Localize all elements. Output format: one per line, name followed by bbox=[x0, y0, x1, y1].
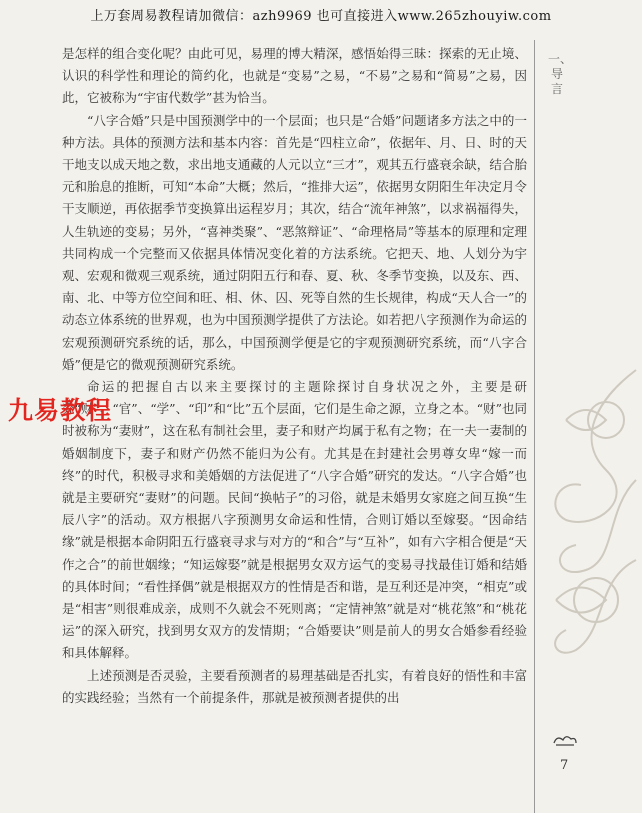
watermark-logo: 九易教程 bbox=[8, 396, 113, 425]
paragraph: 上述预测是否灵验，主要看预测者的易理基础是否扎实，有着良好的悟性和丰富的实践经验；当然有一个前提条件，那就是被预测者提供的出 bbox=[62, 667, 527, 705]
paragraph: 命运的把握自古以来主要探讨的主题除探讨自身状况之外，主要是研究“财”、“官”、“学”、“印”和“比”五个层面，它们是生命之源，立身之本。“财”也同时被称为“妻财”，这在私有制社会里，妻子和财产均属于私有之物；在一夫一妻制的婚姻制度下，妻子和财产仍然不能归为公有。尤其是在封建社会男尊女卑“嫁一而终”的时代，积极寻求和美婚姻的方法促进了“八字合婚”研究的发达。“八字合婚”也就是主要研究“妻财”的问题。民间“换帖子”的习俗，就是未婚男女家庭之间互换“生辰八字”的活动。双方根据八字预测男女命运和性情，合则订婚以至嫁娶。“因命结缘”就是根据本命阴阳五行盛衰寻求与对方的“和合”与“互补”，如有六字相合便是“天作之合”的前世姻缘；“知运嫁娶”就是根据男女双方运气的变易寻找最佳订婚和结婚的具体时间；“看性择偶”就是根据双方的性情是否和谐，是互利还是冲突，“相克”或是“相害”则很难成亲，成则不久就会不死则离；“定情神煞”就是对“桃花煞”和“桃花运”的深入研究，找到男女双方的发情期；“合婚要诀”则是前人的男女合婚参看经验和具体解释。 bbox=[62, 379, 527, 661]
paragraph: “八字合婚”只是中国预测学中的一个层面；也只是“合婚”问题诸多方法之中的一种方法。具体的预测方法和基本内容：首先是“四柱立命”，依据年、月、日、时的天干地支以成天地之数，求出地支通藏的人元以立“三才”，观其五行盛衰余缺，结合胎元和胎息的推断，可知“本命”大概；然后，“推排大运”，依据男女阴阳生年决定月令干支顺逆，再依据季节变换算出运程岁月；其次，结合“流年神煞”，以求祸福得失，人生轨迹的变易；另外，“喜神类聚”、“恶煞辩证”、“命理格局”等基本的原理和定理共同构成一个完整而又依据具体情况变化着的方法系统。它把天、地、人划分为宇观、宏观和微观三观系统，通过阴阳五行和春、夏、秋、冬季节变换，以及东、西、南、北、中等方位空间和旺、相、休、囚、死等自然的生长规律，构成“天人合一”的动态立体系统的世界观，也为中国预测学提供了方法论。如若把八字预测作为命运的宏观预测研究系统的话，那么，中国预测学便是它的宇观预测研究系统，而“八字合婚”便是它的微观预测研究系统。 bbox=[62, 112, 527, 372]
floral-ornament-icon bbox=[536, 360, 642, 690]
body-text bbox=[62, 43, 527, 709]
page-number: 7 bbox=[560, 758, 569, 773]
cloud-ornament-icon bbox=[552, 733, 578, 747]
paragraph: 是怎样的组合变化呢？由此可见，易理的博大精深，感悟始得三昧：探索的无止境、认识的科学性和理论的简约化，也就是“变易”之易，“不易”之易和“简易”之易，因此，它被称为“宇宙代数学”甚为恰当。 bbox=[62, 46, 527, 106]
chapter-label: 一、导言 bbox=[548, 52, 573, 96]
margin-divider bbox=[534, 40, 535, 813]
header-watermark: 上万套周易教程请加微信：azh9969 也可直接进入www.265zhouyiw.com bbox=[90, 9, 552, 24]
